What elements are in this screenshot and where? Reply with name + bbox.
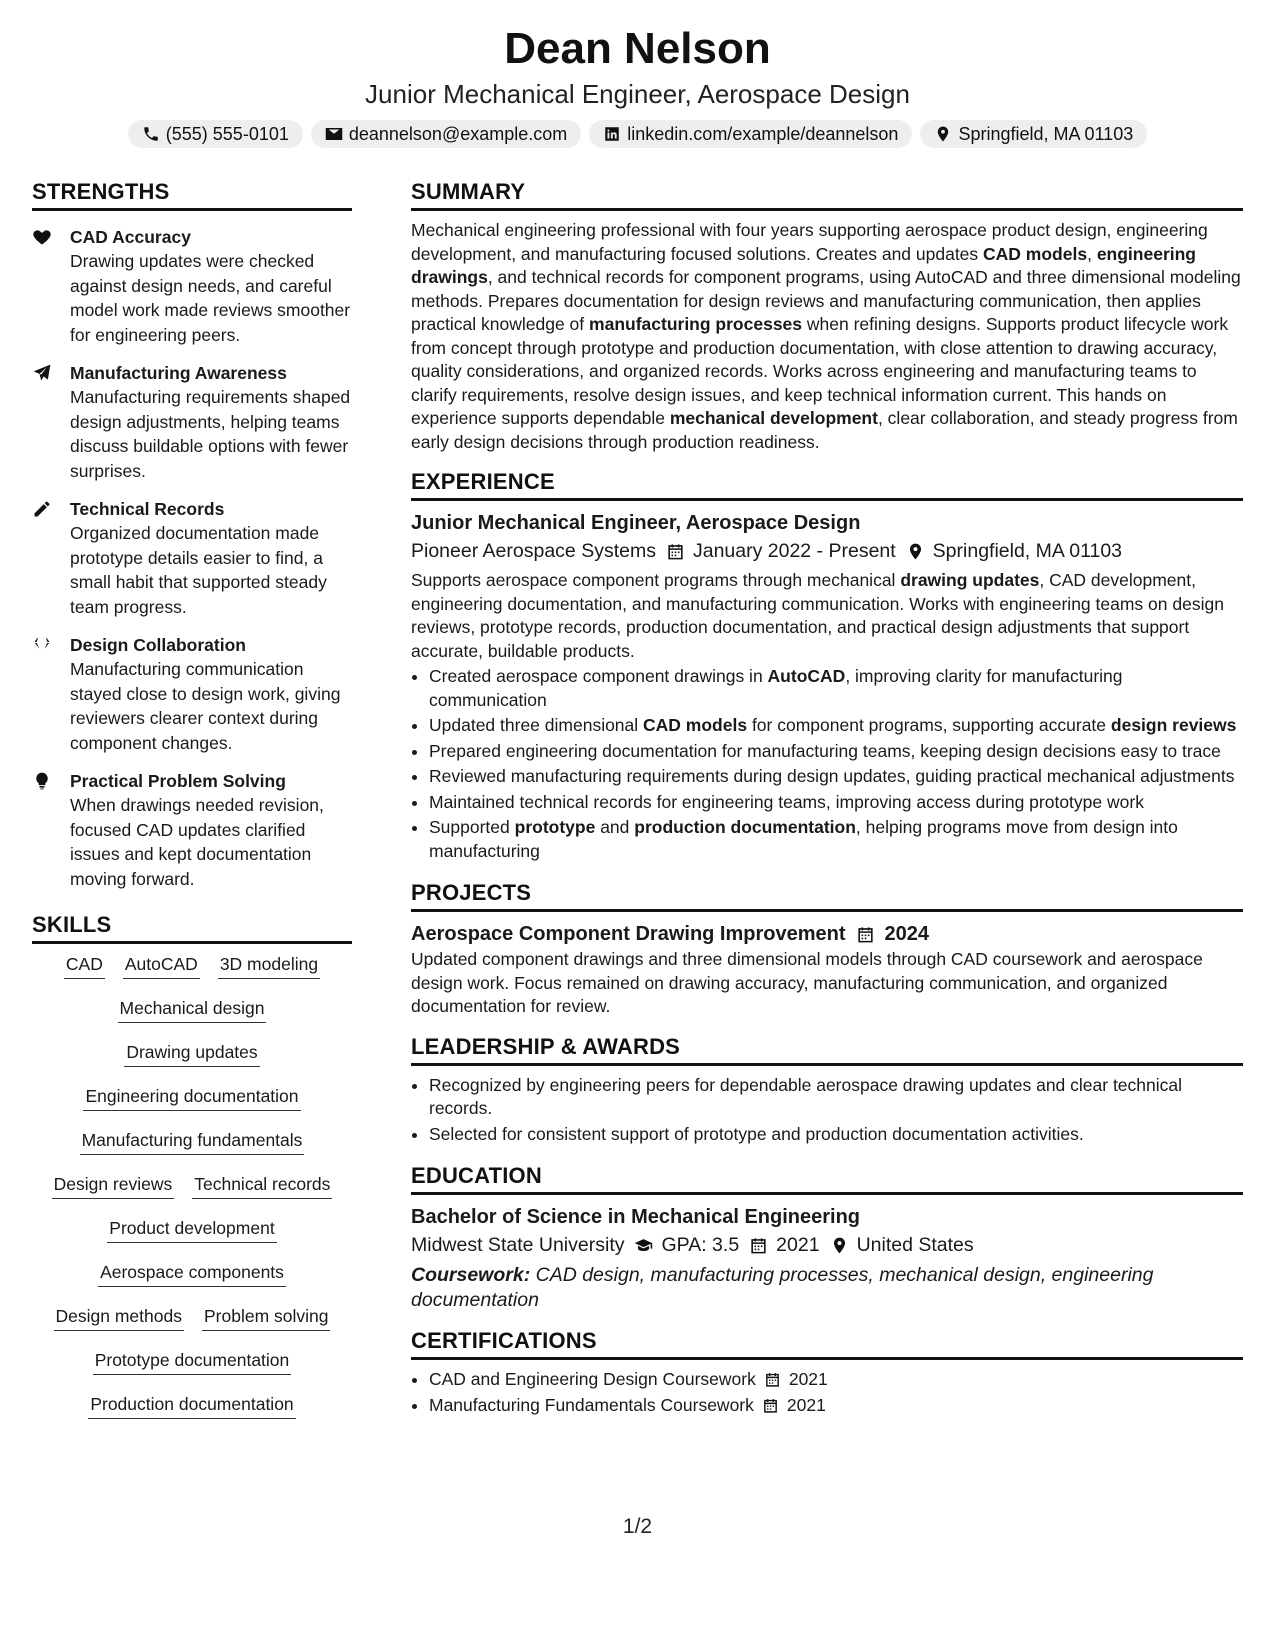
emphasis-text: manufacturing processes <box>589 314 803 334</box>
skill-tag: Production documentation <box>88 1392 295 1419</box>
certifications-list <box>411 1368 1243 1417</box>
strengths-heading: STRENGTHS <box>32 178 352 211</box>
right-column <box>411 178 1243 1436</box>
text-run: Maintained technical records for engineering teams, improving access during prototype work <box>429 791 1144 812</box>
job-meta <box>411 537 1243 565</box>
envelope-icon <box>325 125 343 143</box>
skills-list <box>32 952 352 1419</box>
skill-row <box>32 1304 352 1331</box>
heart-icon <box>32 227 52 247</box>
job-bullets <box>411 665 1243 863</box>
degree-title: Bachelor of Science in Mechanical Engineering <box>411 1206 861 1228</box>
skill-row <box>32 1348 352 1375</box>
emphasis-text: CAD models <box>983 243 1088 264</box>
company-name: Pioneer Aerospace Systems <box>411 540 656 562</box>
calendar-icon <box>749 1236 768 1255</box>
skill-row <box>32 1040 352 1067</box>
skill-row <box>32 952 352 979</box>
text-run: , clear collaboration, and steady progress from early design decisions through production readiness. <box>411 408 1238 452</box>
text-run: Supports aerospace component programs through mechanical <box>411 570 901 590</box>
coursework <box>411 1263 1243 1313</box>
skill-row <box>32 1260 352 1287</box>
leadership-heading: LEADERSHIP & AWARDS <box>411 1033 1243 1066</box>
certification-name: • Manufacturing Fundamentals Coursework <box>429 1394 754 1415</box>
strength-item <box>32 633 352 755</box>
leadership-list <box>411 1074 1243 1147</box>
leadership-item: • Selected for consistent support of prototype and production documentation activities. <box>429 1123 1243 1147</box>
job-bullet <box>429 765 1243 789</box>
skill-row <box>32 1084 352 1111</box>
text-run: , and technical records for component programs, using AutoCAD and three dimensional modeling methods. Prepares documentation for design reviews and manufacturing communication, then applies practical knowledge of <box>411 267 1241 334</box>
strength-desc: Manufacturing requirements shaped design adjustments, helping teams discuss buildable options with fewer surprises. <box>70 387 351 481</box>
gpa: GPA: 3.5 <box>661 1234 740 1256</box>
strength-item <box>32 361 352 483</box>
contact-location-text: Springfield, MA 01103 <box>958 124 1134 144</box>
job-location: Springfield, MA 01103 <box>932 540 1123 562</box>
text-run: Mechanical engineering professional with four years supporting aerospace product design, engineering development, and manufacturing focused solutions. Creates and updates <box>411 220 1208 264</box>
resume-header <box>0 0 1275 148</box>
strength-title: CAD Accuracy <box>70 227 191 247</box>
text-run: Reviewed manufacturing requirements during design updates, guiding practical mechanical adjustments <box>429 766 1235 786</box>
emphasis-text: design reviews <box>1110 715 1237 735</box>
emphasis-text: AutoCAD <box>767 666 846 686</box>
gem-icon <box>32 635 52 655</box>
job-title: Junior Mechanical Engineer, Aerospace Design <box>411 512 861 534</box>
certification-item <box>429 1394 1243 1418</box>
linkedin-icon <box>603 125 621 143</box>
candidate-title: Junior Mechanical Engineer, Aerospace Design <box>365 79 910 109</box>
calendar-icon <box>764 1371 781 1388</box>
skill-tag: Design reviews <box>52 1172 175 1199</box>
skill-tag: Problem solving <box>202 1304 331 1331</box>
project-title: Aerospace Component Drawing Improvement <box>411 923 846 945</box>
skill-tag: Drawing updates <box>124 1040 259 1067</box>
skill-tag: Mechanical design <box>118 996 267 1023</box>
job-bullet <box>429 665 1243 712</box>
text-run: Supported <box>429 817 515 837</box>
graduation-cap-icon <box>634 1236 653 1255</box>
skill-tag: Design methods <box>54 1304 184 1331</box>
skill-tag: Technical records <box>192 1172 332 1199</box>
map-pin-icon <box>906 542 925 561</box>
skill-tag: Manufacturing fundamentals <box>80 1128 305 1155</box>
project-year: 2024 <box>884 923 930 945</box>
strength-title: Design Collaboration <box>70 635 246 655</box>
skills-heading: SKILLS <box>32 911 352 944</box>
page-number: 1/2 <box>622 1515 653 1538</box>
skill-tag: Engineering documentation <box>83 1084 300 1111</box>
certification-item <box>429 1368 1243 1392</box>
graduation-year: 2021 <box>776 1234 820 1256</box>
leadership-item: • Recognized by engineering peers for dependable aerospace drawing updates and clear technical records. <box>429 1074 1243 1121</box>
pencil-icon <box>32 499 52 519</box>
summary-heading: SUMMARY <box>411 178 1243 211</box>
education-meta <box>411 1231 1243 1259</box>
strength-title: Technical Records <box>70 499 225 519</box>
skill-row <box>32 1172 352 1199</box>
summary-text <box>411 219 1243 454</box>
contact-linkedin[interactable] <box>589 120 912 148</box>
job-bullet <box>429 816 1243 863</box>
skill-tag: 3D modeling <box>218 952 320 979</box>
emphasis-text: drawing updates <box>900 570 1040 590</box>
experience-heading: EXPERIENCE <box>411 468 1243 501</box>
emphasis-text: prototype <box>514 817 596 837</box>
skill-tag: Product development <box>107 1216 276 1243</box>
contact-phone-text: (555) 555-0101 <box>165 124 289 144</box>
map-pin-icon <box>830 1236 849 1255</box>
contact-bar <box>0 120 1275 148</box>
contact-email[interactable] <box>311 120 581 148</box>
contact-phone[interactable] <box>128 120 303 148</box>
calendar-icon <box>856 925 875 944</box>
candidate-name: Dean Nelson <box>504 24 771 73</box>
left-column <box>32 178 352 1436</box>
text-run: Updated three dimensional <box>429 715 644 735</box>
emphasis-text: CAD models <box>643 715 748 735</box>
strength-desc: Manufacturing communication stayed close to design work, giving reviewers clearer context during component changes. <box>70 659 341 753</box>
text-run: , helping programs move from design into manufacturing <box>429 817 1178 861</box>
education-heading: EDUCATION <box>411 1162 1243 1195</box>
coursework-text: CAD design, manufacturing processes, mechanical design, engineering documentation <box>411 1264 1154 1311</box>
calendar-icon <box>666 542 685 561</box>
project-desc: Updated component drawings and three dimensional models through CAD coursework and aerospace design work. Focus remained on drawing accuracy, manufacturing communication, and organized documentation for review. <box>411 949 1203 1016</box>
job-bullet <box>429 714 1243 738</box>
emphasis-text: production documentation <box>634 817 856 837</box>
emphasis-text: engineering drawings <box>411 243 1196 287</box>
coursework-label: Coursework: <box>411 1264 531 1286</box>
skill-row <box>32 1216 352 1243</box>
certification-year: 2021 <box>786 1394 826 1415</box>
map-pin-icon <box>934 125 952 143</box>
paper-plane-icon <box>32 363 52 383</box>
strength-item <box>32 497 352 619</box>
skill-row <box>32 1392 352 1419</box>
calendar-icon <box>762 1397 779 1414</box>
text-run: , improving clarity for manufacturing communication <box>429 666 1123 710</box>
job-dates: January 2022 - Present <box>692 540 896 562</box>
school-name: Midwest State University <box>411 1234 625 1256</box>
contact-location <box>920 120 1147 148</box>
text-run: when refining designs. Supports product lifecycle work from concept through prototype and production documentation, with close attention to drawing accuracy, quality considerations, and organized records. Works across engineering and manufacturing teams to clarify requirements, resolve design issues, and keep technical information current. This hands on experience supports dependable <box>411 314 1229 428</box>
lightbulb-icon <box>32 771 52 791</box>
strength-desc: Organized documentation made prototype details easier to find, a small habit that supported steady team progress. <box>70 523 327 617</box>
skill-tag: Prototype documentation <box>93 1348 292 1375</box>
skill-row <box>32 996 352 1023</box>
skill-tag: AutoCAD <box>123 952 200 979</box>
emphasis-text: mechanical development <box>669 408 878 428</box>
project-title-row <box>411 920 1243 948</box>
phone-icon <box>142 125 160 143</box>
strength-desc: Drawing updates were checked against design needs, and careful model work made reviews smoother for engineering peers. <box>70 251 351 345</box>
text-run: , CAD development, engineering documentation, and manufacturing communication. Works with engineering teams on design reviews, prototype records, production documentation, and practical design adjustments that support accurate, buildable products. <box>411 570 1224 661</box>
certification-name: • CAD and Engineering Design Coursework <box>429 1369 756 1389</box>
strength-title: Practical Problem Solving <box>70 771 286 791</box>
text-run: Prepared engineering documentation for manufacturing teams, keeping design decisions easy to trace <box>429 740 1221 761</box>
skill-tag: Aerospace components <box>98 1260 286 1287</box>
skill-tag: CAD <box>64 952 105 979</box>
strength-title: Manufacturing Awareness <box>70 363 287 383</box>
school-location: United States <box>856 1234 974 1256</box>
job-bullet <box>429 791 1243 815</box>
contact-linkedin-text: linkedin.com/example/deannelson <box>627 124 899 144</box>
text-run: for component programs, supporting accurate <box>747 715 1111 735</box>
strength-item <box>32 225 352 347</box>
certification-year: 2021 <box>788 1369 828 1389</box>
text-run: Created aerospace component drawings in <box>429 666 768 686</box>
strength-desc: When drawings needed revision, focused CAD updates clarified issues and kept documentation moving forward. <box>70 795 324 889</box>
contact-email-text: deannelson@example.com <box>348 124 568 144</box>
job-description <box>411 569 1243 663</box>
strength-item <box>32 769 352 891</box>
skill-row <box>32 1128 352 1155</box>
certifications-heading: CERTIFICATIONS <box>411 1327 1243 1360</box>
projects-heading: PROJECTS <box>411 879 1243 912</box>
text-run: and <box>595 817 635 837</box>
text-run: , <box>1087 243 1097 264</box>
job-bullet <box>429 740 1243 764</box>
